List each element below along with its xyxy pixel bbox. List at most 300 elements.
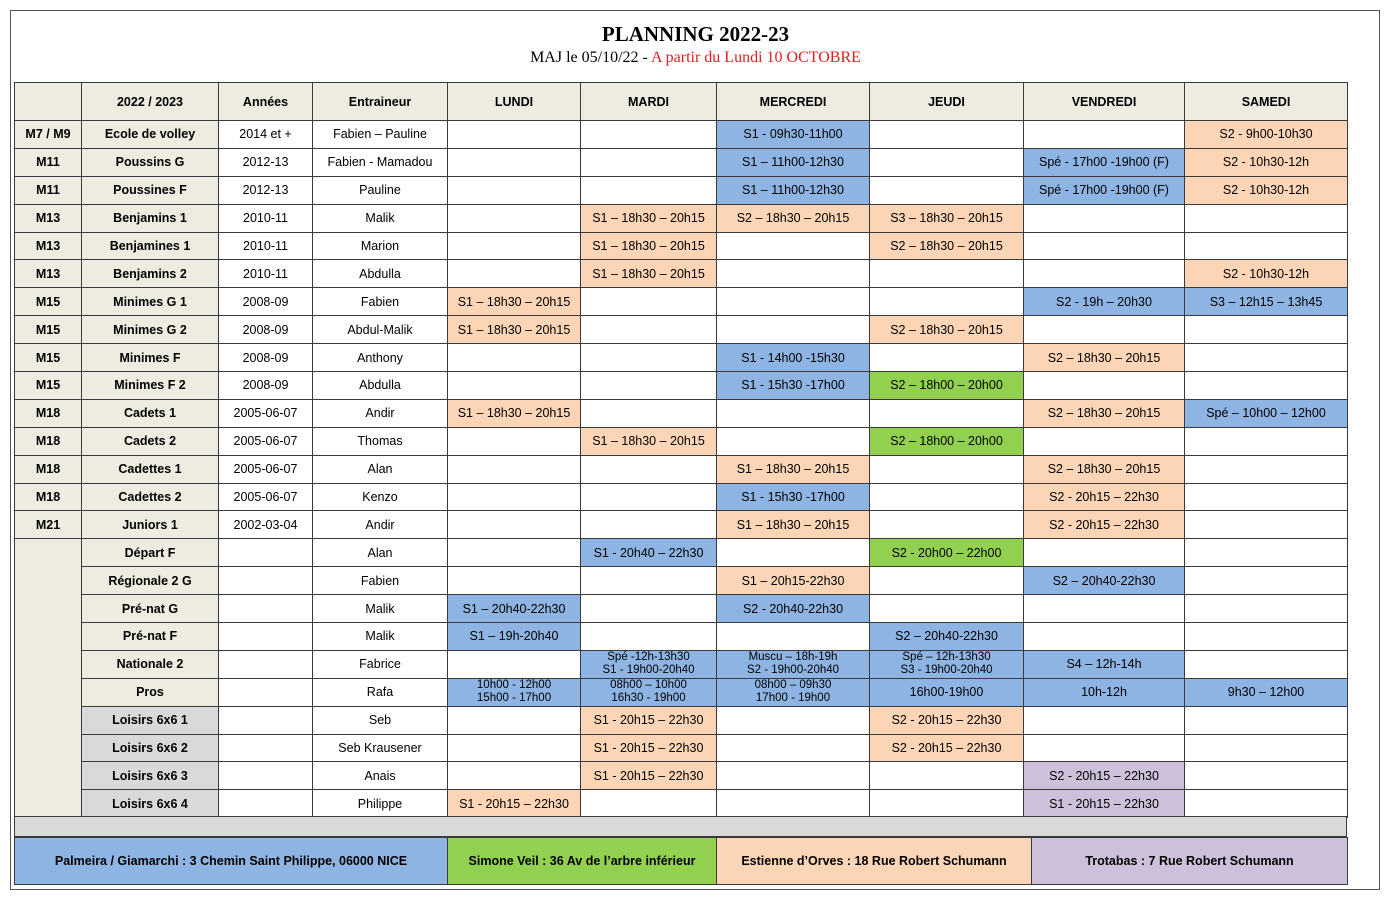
session-cell: Spé – 10h00 – 12h00 — [1185, 399, 1348, 427]
table-row — [15, 595, 1348, 623]
session-cell — [448, 567, 581, 595]
table-row — [15, 539, 1348, 567]
session-cell: S1 - 20h40 – 22h30 — [581, 539, 717, 567]
session-cell — [581, 399, 717, 427]
session-cell: S1 - 20h15 – 22h30 — [1024, 790, 1185, 818]
table-row — [15, 148, 1348, 176]
team-name-cell: Pré-nat G — [82, 595, 219, 623]
coach-cell: Fabien — [313, 288, 448, 316]
team-name-cell: Ecole de volley — [82, 121, 219, 149]
session-cell — [581, 595, 717, 623]
session-cell — [1185, 344, 1348, 372]
team-name-cell: Benjamines 1 — [82, 232, 219, 260]
session-line: S1 - 19h00-20h40 — [602, 664, 695, 677]
session-cell — [1185, 706, 1348, 734]
table-row — [15, 734, 1348, 762]
session-cell — [1185, 427, 1348, 455]
years-cell — [219, 706, 313, 734]
session-cell — [1024, 427, 1185, 455]
session-line: Muscu – 18h-19h — [748, 651, 838, 664]
session-cell — [1024, 595, 1185, 623]
session-cell — [717, 316, 870, 344]
team-name-cell: Poussines F — [82, 176, 219, 204]
session-cell — [448, 539, 581, 567]
session-cell: 9h30 – 12h00 — [1185, 678, 1348, 706]
session-cell — [448, 455, 581, 483]
session-line: S2 - 19h00-20h40 — [746, 664, 840, 677]
category-cell: M11 — [15, 148, 82, 176]
session-cell — [581, 623, 717, 651]
table-row — [15, 790, 1348, 818]
team-name-cell: Benjamins 1 — [82, 204, 219, 232]
table-row — [15, 260, 1348, 288]
coach-cell: Malik — [313, 204, 448, 232]
team-name-cell: Benjamins 2 — [82, 260, 219, 288]
category-cell — [15, 539, 82, 818]
session-cell: S1 – 18h30 – 20h15 — [448, 288, 581, 316]
coach-cell: Rafa — [313, 678, 448, 706]
coach-cell: Anthony — [313, 344, 448, 372]
session-cell — [1185, 372, 1348, 400]
column-header: Entraineur — [313, 83, 448, 121]
table-row — [15, 762, 1348, 790]
session-cell — [448, 148, 581, 176]
session-cell: S1 - 20h15 – 22h30 — [581, 734, 717, 762]
session-cell — [870, 260, 1024, 288]
years-cell — [219, 595, 313, 623]
session-cell — [448, 121, 581, 149]
session-cell — [581, 121, 717, 149]
session-cell — [581, 455, 717, 483]
team-name-cell: Départ F — [82, 539, 219, 567]
category-cell: M15 — [15, 372, 82, 400]
table-row — [15, 316, 1348, 344]
session-cell — [448, 678, 581, 706]
years-cell — [219, 734, 313, 762]
years-cell: 2002-03-04 — [219, 511, 313, 539]
session-cell — [448, 232, 581, 260]
column-header — [15, 83, 82, 121]
years-cell — [219, 623, 313, 651]
table-row — [15, 455, 1348, 483]
subtitle-separator: - — [638, 49, 651, 66]
session-cell: S2 - 19h – 20h30 — [1024, 288, 1185, 316]
session-cell — [448, 483, 581, 511]
coach-cell: Fabrice — [313, 650, 448, 678]
session-cell — [1185, 204, 1348, 232]
session-cell — [717, 706, 870, 734]
category-cell: M15 — [15, 288, 82, 316]
session-cell — [448, 176, 581, 204]
session-cell — [1185, 595, 1348, 623]
team-name-cell: Juniors 1 — [82, 511, 219, 539]
session-cell: S1 – 20h40-22h30 — [448, 595, 581, 623]
column-header: MERCREDI — [717, 83, 870, 121]
session-cell — [870, 762, 1024, 790]
session-cell — [581, 316, 717, 344]
team-name-cell: Cadettes 2 — [82, 483, 219, 511]
session-cell: S2 – 18h30 – 20h15 — [870, 232, 1024, 260]
session-cell — [870, 399, 1024, 427]
years-cell: 2012-13 — [219, 176, 313, 204]
years-cell — [219, 678, 313, 706]
session-cell — [1185, 483, 1348, 511]
session-cell: S2 - 10h30-12h — [1185, 260, 1348, 288]
session-cell — [1024, 316, 1185, 344]
session-cell — [870, 567, 1024, 595]
session-cell: S2 - 20h15 – 22h30 — [1024, 762, 1185, 790]
coach-cell: Thomas — [313, 427, 448, 455]
session-cell — [1185, 511, 1348, 539]
session-cell — [717, 790, 870, 818]
years-cell: 2008-09 — [219, 288, 313, 316]
years-cell: 2005-06-07 — [219, 455, 313, 483]
session-cell: S2 – 18h30 – 20h15 — [870, 316, 1024, 344]
column-header: SAMEDI — [1185, 83, 1348, 121]
session-cell: S1 - 15h30 -17h00 — [717, 483, 870, 511]
session-cell: S3 – 18h30 – 20h15 — [870, 204, 1024, 232]
page-title: PLANNING 2022-23 — [601, 22, 790, 46]
table-row — [15, 204, 1348, 232]
session-cell — [1024, 734, 1185, 762]
coach-cell: Fabien — [313, 567, 448, 595]
table-row — [15, 623, 1348, 651]
session-cell — [717, 288, 870, 316]
legend-row — [15, 838, 1348, 885]
session-cell — [870, 176, 1024, 204]
session-line: S3 - 19h00-20h40 — [900, 664, 993, 677]
table-row — [15, 706, 1348, 734]
category-cell: M7 / M9 — [15, 121, 82, 149]
session-cell — [1185, 762, 1348, 790]
session-cell — [448, 260, 581, 288]
session-cell: S2 - 9h00-10h30 — [1185, 121, 1348, 149]
column-header: Années — [219, 83, 313, 121]
session-line: Spé – 12h-13h30 — [902, 651, 991, 664]
session-cell: S2 - 20h15 – 22h30 — [1024, 483, 1185, 511]
table-row — [15, 483, 1348, 511]
years-cell: 2010-11 — [219, 232, 313, 260]
years-cell: 2005-06-07 — [219, 399, 313, 427]
session-cell: S2 - 20h00 – 22h00 — [870, 539, 1024, 567]
team-name-cell: Poussins G — [82, 148, 219, 176]
session-cell — [1185, 232, 1348, 260]
team-name-cell: Minimes F — [82, 344, 219, 372]
session-cell — [1024, 372, 1185, 400]
session-cell — [1185, 623, 1348, 651]
table-row — [15, 678, 1348, 706]
table-row — [15, 121, 1348, 149]
session-cell: S1 – 18h30 – 20h15 — [581, 260, 717, 288]
team-name-cell: Minimes G 1 — [82, 288, 219, 316]
session-cell — [870, 344, 1024, 372]
session-cell — [870, 121, 1024, 149]
session-cell: S2 – 20h40-22h30 — [870, 623, 1024, 651]
start-date: A partir du Lundi 10 OCTOBRE — [650, 49, 861, 66]
session-cell: S1 – 18h30 – 20h15 — [448, 399, 581, 427]
session-cell — [870, 790, 1024, 818]
coach-cell: Malik — [313, 623, 448, 651]
years-cell: 2012-13 — [219, 148, 313, 176]
coach-cell: Andir — [313, 399, 448, 427]
session-cell: S1 – 11h00-12h30 — [717, 176, 870, 204]
session-cell: S1 - 20h15 – 22h30 — [448, 790, 581, 818]
session-cell: S2 - 20h40-22h30 — [717, 595, 870, 623]
session-cell — [1024, 260, 1185, 288]
coach-cell: Philippe — [313, 790, 448, 818]
session-cell — [1185, 539, 1348, 567]
session-line: 17h00 - 19h00 — [755, 692, 831, 705]
years-cell — [219, 790, 313, 818]
update-date: MAJ le 05/10/22 — [530, 49, 639, 66]
session-cell: S1 – 19h-20h40 — [448, 623, 581, 651]
session-cell — [870, 483, 1024, 511]
coach-cell: Alan — [313, 539, 448, 567]
session-cell: S1 – 18h30 – 20h15 — [448, 316, 581, 344]
team-name-cell: Minimes G 2 — [82, 316, 219, 344]
years-cell: 2005-06-07 — [219, 427, 313, 455]
column-header: JEUDI — [870, 83, 1024, 121]
session-cell: S1 - 20h15 – 22h30 — [581, 762, 717, 790]
years-cell — [219, 567, 313, 595]
session-cell: S3 – 12h15 – 13h45 — [1185, 288, 1348, 316]
column-header: MARDI — [581, 83, 717, 121]
category-cell: M13 — [15, 260, 82, 288]
session-cell — [870, 148, 1024, 176]
category-cell: M18 — [15, 399, 82, 427]
coach-cell: Seb — [313, 706, 448, 734]
years-cell: 2005-06-07 — [219, 483, 313, 511]
session-cell — [1185, 316, 1348, 344]
years-cell — [219, 650, 313, 678]
table-row — [15, 399, 1348, 427]
years-cell — [219, 539, 313, 567]
session-cell: S2 – 18h30 – 20h15 — [1024, 344, 1185, 372]
coach-cell: Fabien - Mamadou — [313, 148, 448, 176]
session-line: Spé -12h-13h30 — [607, 651, 690, 664]
years-cell: 2008-09 — [219, 316, 313, 344]
category-cell: M18 — [15, 483, 82, 511]
years-cell: 2010-11 — [219, 204, 313, 232]
session-cell: S1 – 18h30 – 20h15 — [581, 204, 717, 232]
team-name-cell: Pré-nat F — [82, 623, 219, 651]
category-cell: M15 — [15, 344, 82, 372]
coach-cell: Fabien – Pauline — [313, 121, 448, 149]
session-cell — [870, 511, 1024, 539]
session-cell — [717, 539, 870, 567]
category-cell: M18 — [15, 427, 82, 455]
session-cell — [581, 650, 717, 678]
team-name-cell: Loisirs 6x6 1 — [82, 706, 219, 734]
category-cell: M15 — [15, 316, 82, 344]
session-cell — [1024, 232, 1185, 260]
coach-cell: Abdulla — [313, 260, 448, 288]
session-cell: S1 – 18h30 – 20h15 — [581, 427, 717, 455]
session-cell — [581, 148, 717, 176]
session-cell — [581, 176, 717, 204]
legend-location: Simone Veil : 36 Av de l’arbre inférieur — [448, 838, 717, 885]
session-line: 16h30 - 19h00 — [611, 692, 686, 705]
coach-cell: Seb Krausener — [313, 734, 448, 762]
table-row — [15, 232, 1348, 260]
session-cell — [1185, 734, 1348, 762]
table-row — [15, 344, 1348, 372]
team-name-cell: Cadets 2 — [82, 427, 219, 455]
session-line: 15h00 - 17h00 — [476, 692, 552, 705]
header-row — [15, 83, 1348, 121]
session-cell — [717, 678, 870, 706]
session-cell — [717, 762, 870, 790]
session-cell: S1 – 18h30 – 20h15 — [581, 232, 717, 260]
session-cell — [581, 790, 717, 818]
session-cell — [581, 511, 717, 539]
coach-cell: Kenzo — [313, 483, 448, 511]
team-name-cell: Nationale 2 — [82, 650, 219, 678]
team-name-cell: Minimes F 2 — [82, 372, 219, 400]
category-cell: M11 — [15, 176, 82, 204]
session-cell: S1 - 14h00 -15h30 — [717, 344, 870, 372]
session-cell: S1 – 18h30 – 20h15 — [717, 511, 870, 539]
years-cell — [219, 762, 313, 790]
table-row — [15, 372, 1348, 400]
session-cell — [448, 511, 581, 539]
session-cell — [717, 650, 870, 678]
team-name-cell: Loisirs 6x6 3 — [82, 762, 219, 790]
session-cell — [581, 483, 717, 511]
coach-cell: Pauline — [313, 176, 448, 204]
session-cell — [581, 288, 717, 316]
coach-cell: Abdulla — [313, 372, 448, 400]
session-cell — [1185, 790, 1348, 818]
separator-bar — [14, 816, 1347, 837]
coach-cell: Alan — [313, 455, 448, 483]
location-legend — [14, 837, 1348, 885]
team-name-cell: Cadettes 1 — [82, 455, 219, 483]
table-row — [15, 511, 1348, 539]
legend-location: Trotabas : 7 Rue Robert Schumann — [1032, 838, 1348, 885]
session-cell — [448, 762, 581, 790]
category-cell: M18 — [15, 455, 82, 483]
session-cell — [1024, 623, 1185, 651]
session-cell: Spé - 17h00 -19h00 (F) — [1024, 176, 1185, 204]
table-row — [15, 427, 1348, 455]
session-cell: S1 – 11h00-12h30 — [717, 148, 870, 176]
page-subtitle — [0, 49, 1391, 67]
session-cell — [870, 288, 1024, 316]
coach-cell: Marion — [313, 232, 448, 260]
session-cell — [581, 372, 717, 400]
legend-location: Palmeira / Giamarchi : 3 Chemin Saint Philippe, 06000 NICE — [15, 838, 448, 885]
table-row — [15, 176, 1348, 204]
session-cell — [581, 678, 717, 706]
session-cell: S2 – 18h00 – 20h00 — [870, 372, 1024, 400]
coach-cell: Abdul-Malik — [313, 316, 448, 344]
session-cell — [448, 204, 581, 232]
session-cell: S1 - 20h15 – 22h30 — [581, 706, 717, 734]
session-cell — [717, 260, 870, 288]
session-cell — [1185, 455, 1348, 483]
session-cell: S4 – 12h-14h — [1024, 650, 1185, 678]
team-name-cell: Loisirs 6x6 4 — [82, 790, 219, 818]
session-line: 08h00 – 10h00 — [610, 679, 687, 692]
session-cell: S2 - 10h30-12h — [1185, 176, 1348, 204]
session-cell: S1 – 18h30 – 20h15 — [717, 455, 870, 483]
session-cell — [717, 427, 870, 455]
session-cell — [1024, 204, 1185, 232]
session-cell: S1 – 20h15-22h30 — [717, 567, 870, 595]
team-name-cell: Pros — [82, 678, 219, 706]
session-line: 08h00 – 09h30 — [754, 679, 832, 692]
session-cell — [1024, 706, 1185, 734]
session-cell: S2 - 10h30-12h — [1185, 148, 1348, 176]
team-name-cell: Régionale 2 G — [82, 567, 219, 595]
column-header: LUNDI — [448, 83, 581, 121]
session-cell: S2 – 20h40-22h30 — [1024, 567, 1185, 595]
session-cell: S2 – 18h30 – 20h15 — [717, 204, 870, 232]
years-cell: 2008-09 — [219, 344, 313, 372]
session-cell — [448, 734, 581, 762]
session-cell: S2 – 18h30 – 20h15 — [1024, 399, 1185, 427]
years-cell: 2010-11 — [219, 260, 313, 288]
coach-cell: Andir — [313, 511, 448, 539]
table-row — [15, 288, 1348, 316]
session-cell — [717, 734, 870, 762]
session-line: 10h00 - 12h00 — [476, 679, 552, 692]
session-cell: 10h-12h — [1024, 678, 1185, 706]
session-cell — [717, 232, 870, 260]
session-cell — [870, 455, 1024, 483]
schedule-table — [14, 82, 1348, 818]
category-cell: M21 — [15, 511, 82, 539]
years-cell: 2014 et + — [219, 121, 313, 149]
column-header: VENDREDI — [1024, 83, 1185, 121]
session-cell — [870, 650, 1024, 678]
schedule-body — [15, 121, 1348, 818]
table-row — [15, 567, 1348, 595]
session-cell — [448, 650, 581, 678]
session-cell: 16h00-19h00 — [870, 678, 1024, 706]
category-cell: M13 — [15, 232, 82, 260]
session-cell — [717, 399, 870, 427]
session-cell — [1024, 121, 1185, 149]
table-row — [15, 650, 1348, 678]
session-cell — [581, 344, 717, 372]
coach-cell: Anais — [313, 762, 448, 790]
session-cell — [448, 372, 581, 400]
session-cell: S2 - 20h15 – 22h30 — [870, 706, 1024, 734]
session-cell: Spé - 17h00 -19h00 (F) — [1024, 148, 1185, 176]
team-name-cell: Loisirs 6x6 2 — [82, 734, 219, 762]
session-cell — [581, 567, 717, 595]
session-cell: S1 - 15h30 -17h00 — [717, 372, 870, 400]
session-cell: S2 – 18h00 – 20h00 — [870, 427, 1024, 455]
category-cell: M13 — [15, 204, 82, 232]
session-cell — [448, 706, 581, 734]
session-cell — [1185, 650, 1348, 678]
session-cell — [1024, 539, 1185, 567]
session-cell — [717, 623, 870, 651]
session-cell: S2 – 18h30 – 20h15 — [1024, 455, 1185, 483]
coach-cell: Malik — [313, 595, 448, 623]
column-header: 2022 / 2023 — [82, 83, 219, 121]
session-cell — [1185, 567, 1348, 595]
session-cell — [870, 595, 1024, 623]
team-name-cell: Cadets 1 — [82, 399, 219, 427]
legend-location: Estienne d’Orves : 18 Rue Robert Schumann — [717, 838, 1032, 885]
session-cell: S2 - 20h15 – 22h30 — [870, 734, 1024, 762]
session-cell — [448, 344, 581, 372]
session-cell: S2 - 20h15 – 22h30 — [1024, 511, 1185, 539]
